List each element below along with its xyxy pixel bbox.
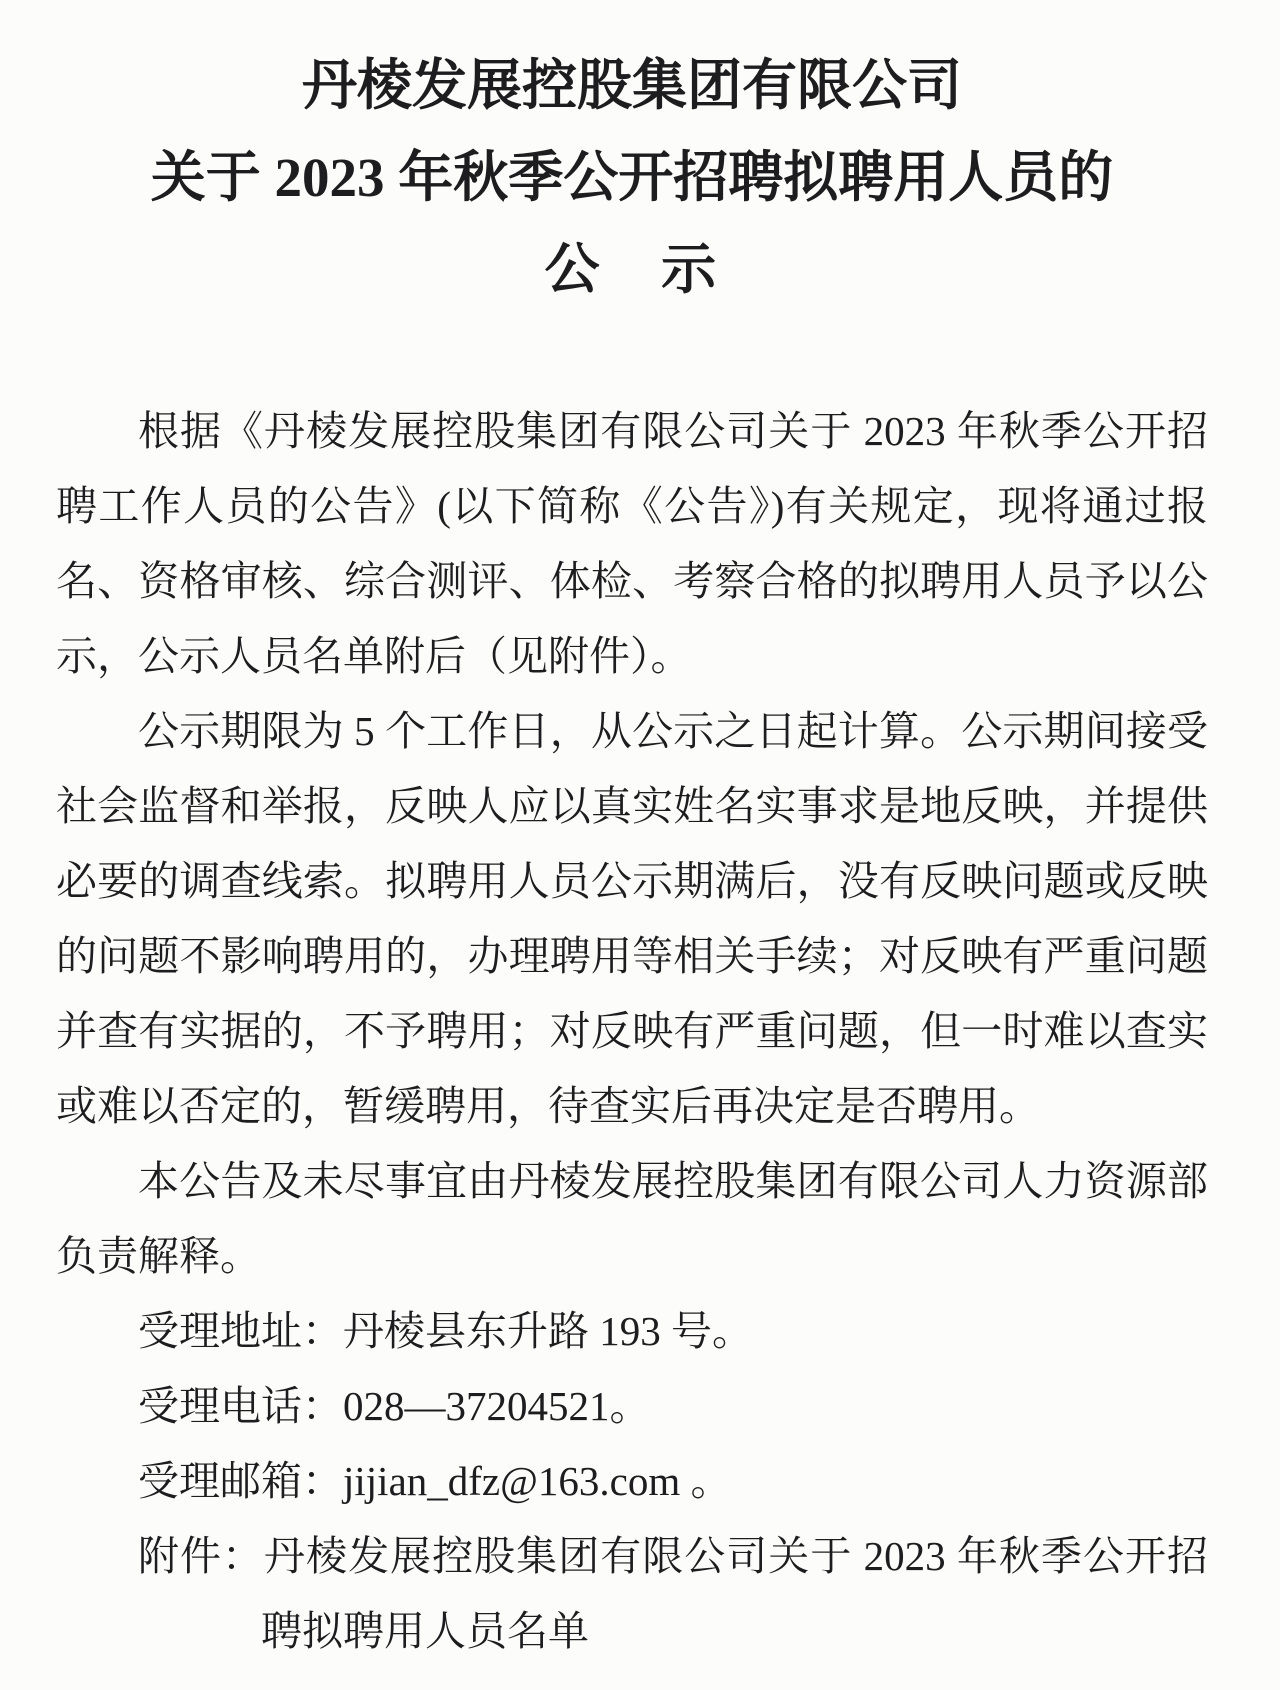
document-title-gongshi: 公 示 xyxy=(544,239,720,300)
contact-email-label: 受理邮箱： xyxy=(138,1458,343,1504)
contact-address-line xyxy=(56,1294,1208,1369)
contact-phone-value: 028—37204521。 xyxy=(343,1383,651,1429)
contact-email-line xyxy=(56,1444,1208,1519)
contact-address-value: 丹棱县东升路 193 号。 xyxy=(343,1308,753,1354)
contact-email-value: jijian_dfz@163.com 。 xyxy=(343,1458,732,1504)
document-body xyxy=(56,394,1208,1669)
document-title-company: 丹棱发展控股集团有限公司 xyxy=(301,55,962,116)
contact-phone-line xyxy=(56,1369,1208,1444)
contact-phone-label: 受理电话： xyxy=(138,1383,343,1429)
contact-address-label: 受理地址： xyxy=(138,1308,343,1354)
paragraph-publicity-period: 公示期限为 5 个工作日，从公示之日起计算。公示期间接受社会监督和举报，反映人应以真实姓名实事求是地反映，并提供必要的调查线索。拟聘用人员公示期满后，没有反映问题或反映的问题不影响聘用的，办理聘用等相关手续；对反映有严重问题并查有实据的，不予聘用；对反映有严重问题，但一时难以查实或难以否定的，暂缓聘用，待查实后再决定是否聘用。 xyxy=(56,708,1208,1129)
document-title-subject: 关于 2023 年秋季公开招聘拟聘用人员的 xyxy=(150,147,1114,208)
attachment-reference: 附件：丹棱发展控股集团有限公司关于 2023 年秋季公开招聘拟聘用人员名单 xyxy=(138,1533,1208,1654)
paragraph-recruitment-basis: 根据《丹棱发展控股集团有限公司关于 2023 年秋季公开招聘工作人员的公告》(以下简称《公告》)有关规定，现将通过报名、资格审核、综合测评、体检、考察合格的拟聘用人员予以公示，公示人员名单附后（见附件）。 xyxy=(56,408,1208,679)
document-header xyxy=(56,40,1208,316)
paragraph-interpretation-right: 本公告及未尽事宜由丹棱发展控股集团有限公司人力资源部负责解释。 xyxy=(56,1158,1208,1279)
